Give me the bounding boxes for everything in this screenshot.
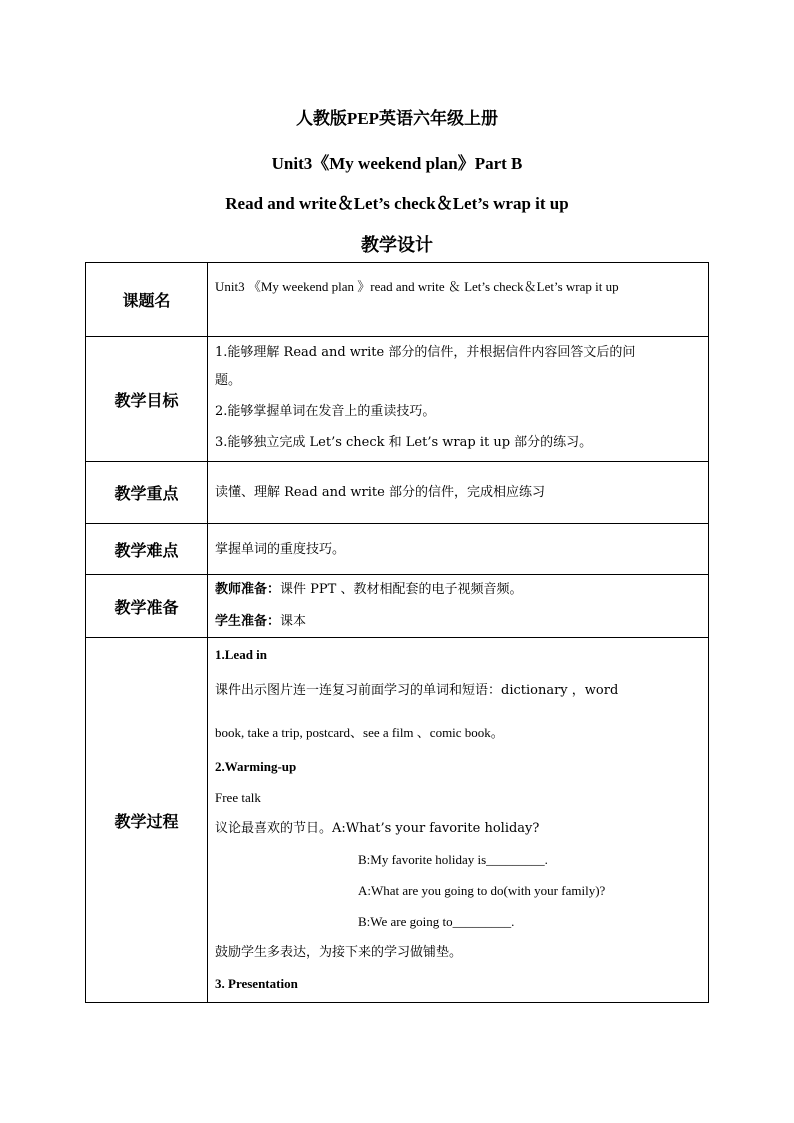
lesson-plan-table — [85, 262, 709, 1003]
table-row-process — [86, 638, 709, 1003]
student-preparation-text: 课本 — [280, 614, 307, 629]
presentation-heading: 3. Presentation — [215, 976, 298, 991]
talk-line-2: B:My favorite holiday is_________. — [358, 852, 548, 867]
goals-content — [208, 337, 709, 462]
lead-in-line-1: 课件出示图片连一连复习前面学习的单词和短语：dictionary ，word — [215, 683, 619, 698]
lead-in-heading: 1.Lead in — [215, 647, 268, 662]
document-title: 人教版PEP英语六年级上册 — [295, 109, 499, 128]
lead-in-line-2: book, take a trip, postcard、see a film 、comic book。 — [215, 725, 504, 740]
student-preparation-label: 学生准备： — [215, 614, 281, 629]
student-preparation — [215, 615, 702, 628]
goals-label: 教学目标 — [86, 337, 208, 462]
process-label: 教学过程 — [86, 638, 208, 1003]
goals-line-4: 3.能够独立完成 Let’s check 和 Let’s wrap it up 部分的练习。 — [215, 435, 593, 450]
key-points-label: 教学重点 — [86, 462, 208, 524]
table-row-preparation — [86, 575, 709, 638]
table-row-key-points — [86, 462, 709, 524]
free-talk: Free talk — [215, 790, 261, 805]
topic-label: 课题名 — [86, 263, 208, 337]
talk-line-1: 议论最喜欢的节日。A:What’s your favorite holiday? — [215, 821, 540, 836]
difficulties-content — [208, 524, 709, 575]
design-title: 教学设计 — [361, 235, 433, 255]
process-content — [208, 638, 709, 1003]
preparation-label: 教学准备 — [86, 575, 208, 638]
talk-line-4: B:We are going to_________. — [358, 914, 515, 929]
table-row-topic — [86, 263, 709, 337]
key-points-text: 读懂、理解 Read and write 部分的信件，完成相应练习 — [215, 485, 545, 500]
table-row-difficulties — [86, 524, 709, 575]
goals-line-1: 1.能够理解 Read and write 部分的信件，并根据信件内容回答文后的问 — [215, 345, 636, 360]
encourage-text: 鼓励学生多表达，为接下来的学习做铺垫。 — [215, 945, 463, 960]
lesson-title: Read and write＆Let’s check＆Let’s wrap it up — [225, 194, 569, 213]
topic-text: Unit3 《My weekend plan 》read and write ＆ Let’s check＆Let’s wrap it up — [215, 279, 619, 294]
teacher-preparation-text: 课件 PPT 、教材相配套的电子视频音频。 — [280, 582, 523, 597]
goals-line-3: 2.能够掌握单词在发音上的重读技巧。 — [215, 404, 436, 419]
teacher-preparation-label: 教师准备： — [215, 582, 281, 597]
key-points-content — [208, 462, 709, 524]
goals-line-2: 题。 — [215, 373, 242, 388]
difficulties-text: 掌握单词的重度技巧。 — [215, 541, 346, 557]
talk-line-3: A:What are you going to do(with your family)? — [358, 883, 606, 898]
table-row-goals — [86, 337, 709, 462]
topic-content — [208, 263, 709, 337]
teacher-preparation — [215, 583, 702, 596]
unit-title: Unit3《My weekend plan》Part B — [271, 154, 523, 173]
difficulties-label: 教学难点 — [86, 524, 208, 575]
preparation-content — [208, 575, 709, 638]
warmup-heading: 2.Warming-up — [215, 759, 297, 774]
